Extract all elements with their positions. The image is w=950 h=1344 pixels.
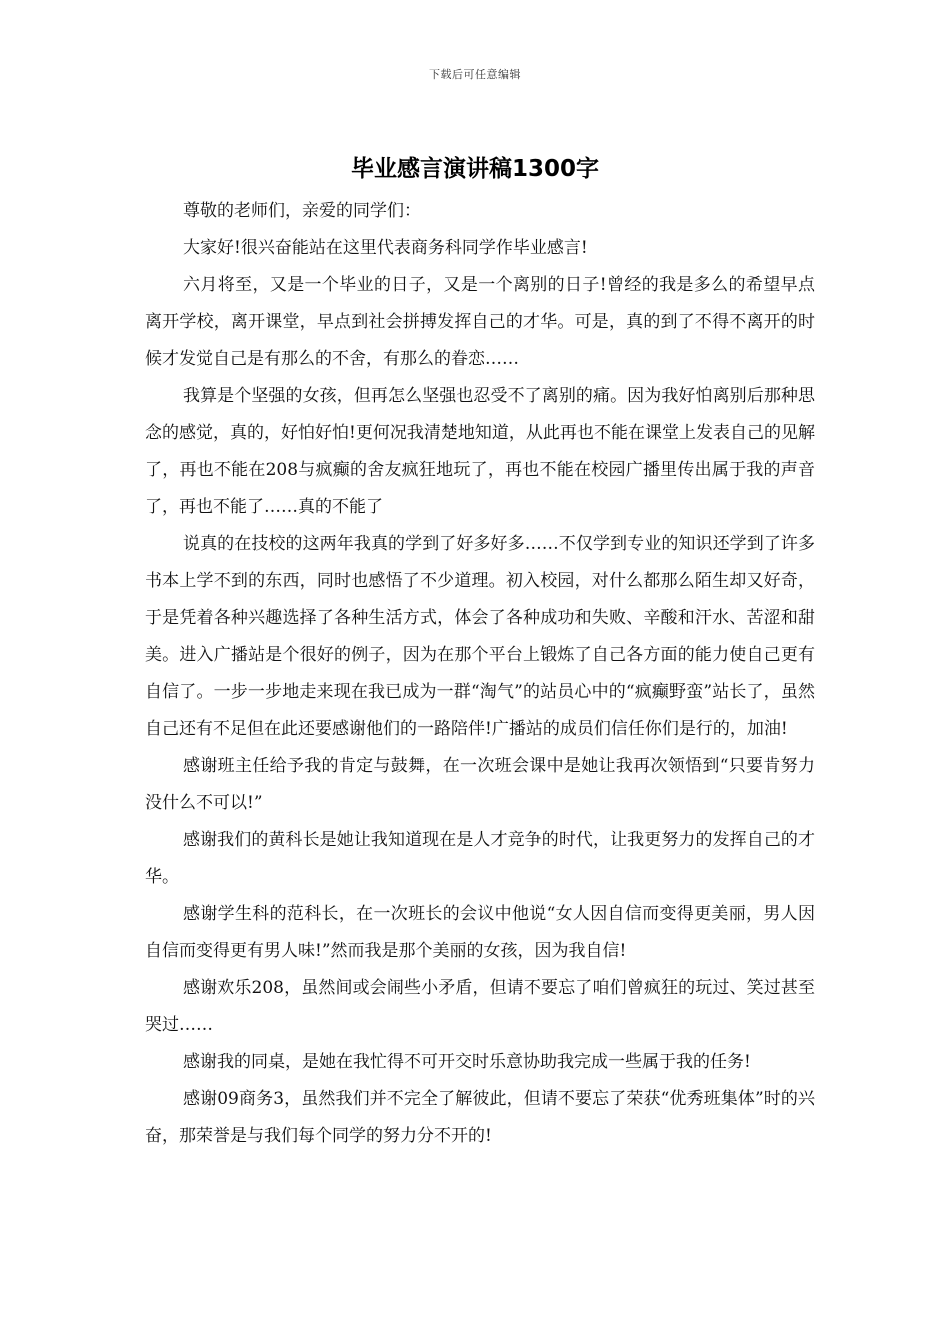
paragraph-opening: 大家好!很兴奋能站在这里代表商务科同学作毕业感言! [183,238,588,258]
paragraph: 感谢09商务3，虽然我们并不完全了解彼此，但请不要忘了荣获“优秀班集体”时的兴奋，那荣誉是与我们每个同学的努力分不开的! [145,1089,815,1146]
header-note: 下载后可任意编辑 [429,68,521,81]
paragraph: 感谢我的同桌，是她在我忙得不可开交时乐意协助我完成一些属于我的任务! [183,1052,751,1072]
document-body [145,193,815,1155]
paragraph: 感谢班主任给予我的肯定与鼓舞，在一次班会课中是她让我再次领悟到“只要肯努力没什么不可以!” [145,756,815,813]
paragraph: 感谢我们的黄科长是她让我知道现在是人才竞争的时代，让我更努力的发挥自己的才华。 [145,830,815,887]
document-title: 毕业感言演讲稿1300字 [350,156,599,182]
paragraph-greeting: 尊敬的老师们，亲爱的同学们： [183,201,421,221]
paragraph: 说真的在技校的这两年我真的学到了好多好多……不仅学到专业的知识还学到了许多书本上学不到的东西，同时也感悟了不少道理。初入校园，对什么都那么陌生却又好奇，于是凭着各种兴趣选择了各种生活方式，体会了各种成功和失败、辛酸和汗水、苦涩和甜美。进入广播站是个很好的例子，因为在那个平台上锻炼了自己各方面的能力使自己更有自信了。一步一步地走来现在我已成为一群“淘气”的站员心中的“疯癫野蛮”站长了，虽然自己还有不足但在此还要感谢他们的一路陪伴!广播站的成员们信任你们是行的，加油! [145,534,815,739]
paragraph: 感谢欢乐208，虽然间或会闹些小矛盾，但请不要忘了咱们曾疯狂的玩过、笑过甚至哭过…… [145,978,815,1035]
paragraph: 六月将至，又是一个毕业的日子，又是一个离别的日子!曾经的我是多么的希望早点离开学校，离开课堂，早点到社会拼搏发挥自己的才华。可是，真的到了不得不离开的时候才发觉自己是有那么的不舍，有那么的眷恋…… [145,275,815,369]
paragraph: 我算是个坚强的女孩，但再怎么坚强也忍受不了离别的痛。因为我好怕离别后那种思念的感觉，真的，好怕好怕!更何况我清楚地知道，从此再也不能在课堂上发表自己的见解了，再也不能在208与疯癫的舍友疯狂地玩了，再也不能在校园广播里传出属于我的声音了，再也不能了……真的不能了 [145,386,815,517]
paragraph: 感谢学生科的范科长，在一次班长的会议中他说“女人因自信而变得更美丽，男人因自信而变得更有男人味!”然而我是那个美丽的女孩，因为我自信! [145,904,815,961]
